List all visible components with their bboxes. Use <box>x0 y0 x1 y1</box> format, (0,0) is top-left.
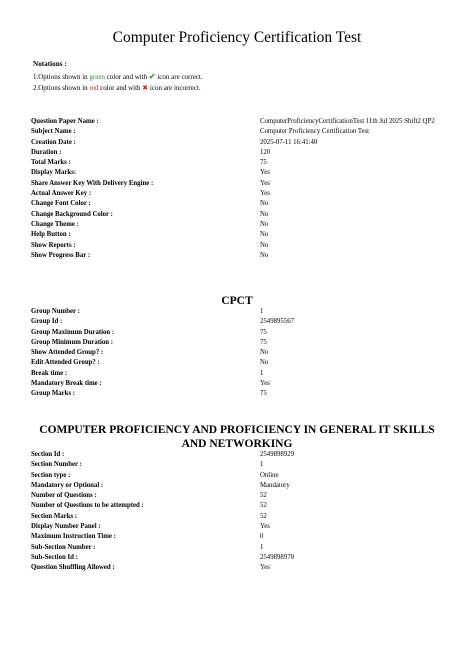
table-row <box>31 553 450 563</box>
green-word: green <box>89 73 105 81</box>
field-label: Change Font Color : <box>31 200 91 208</box>
field-value: ComputerProficiencyCertificationTest 11th Jul 2025 Shift2 QP2 <box>260 118 435 125</box>
field-label: Help Button : <box>31 231 71 239</box>
table-row <box>31 117 450 127</box>
section-title: COMPUTER PROFICIENCY AND PROFICIENCY IN GENERAL IT SKILLS AND NETWORKING <box>39 424 435 450</box>
notation-text: 1.Options shown in <box>33 73 90 81</box>
table-row <box>31 522 450 532</box>
table-row <box>31 307 450 317</box>
field-value: No <box>260 251 269 259</box>
table-row <box>31 532 450 542</box>
field-value: 75 <box>260 159 267 167</box>
field-label: Question Shuffling Allowed : <box>31 564 115 572</box>
field-value: 52 <box>260 492 267 500</box>
table-row <box>31 460 450 470</box>
field-label: Sub-Section Id : <box>31 553 78 561</box>
field-value: Yes <box>260 380 270 388</box>
paper-info-table <box>31 117 450 261</box>
field-label: Group Minimum Duration : <box>31 338 114 346</box>
notation-incorrect <box>33 84 201 92</box>
field-value: No <box>260 210 269 218</box>
field-label: Group Marks : <box>31 390 76 398</box>
field-label: Change Background Color : <box>31 210 113 218</box>
table-row <box>31 220 450 230</box>
field-value: No <box>260 231 269 239</box>
table-row <box>31 251 450 261</box>
field-value: Yes <box>260 190 270 198</box>
table-row <box>31 481 450 491</box>
field-label: Creation Date : <box>31 138 76 146</box>
table-row <box>31 338 450 348</box>
field-label: Duration : <box>31 148 62 156</box>
field-label: Section Number : <box>31 461 82 469</box>
notations-heading: Notations : <box>33 60 67 68</box>
field-value: 75 <box>260 328 267 336</box>
field-label: Change Theme : <box>31 220 79 228</box>
field-label: Share Answer Key With Delivery Engine : <box>31 179 154 187</box>
table-row <box>31 127 450 137</box>
table-row <box>31 179 450 189</box>
field-value: 2549895567 <box>260 318 294 326</box>
field-label: Sub-Section Number : <box>31 543 96 551</box>
table-row <box>31 210 450 220</box>
field-label: Question Paper Name : <box>31 118 99 125</box>
field-label: Show Reports : <box>31 241 76 249</box>
field-label: Section Marks : <box>31 512 78 520</box>
field-value: No <box>260 241 269 249</box>
field-label: Number of Questions : <box>31 492 97 500</box>
field-value: 0 <box>260 533 264 541</box>
field-label: Show Progress Bar : <box>31 251 91 259</box>
field-value: No <box>260 349 269 357</box>
field-label: Display Number Panel : <box>31 523 101 531</box>
table-row <box>31 189 450 199</box>
field-value: 52 <box>260 502 267 510</box>
field-label: Actual Answer Key : <box>31 190 92 198</box>
group-title: CPCT <box>221 295 253 307</box>
field-value: 1 <box>260 369 264 377</box>
field-value: Yes <box>260 564 270 572</box>
field-value: Online <box>260 471 279 479</box>
field-value: 1 <box>260 308 264 315</box>
table-row <box>31 512 450 522</box>
field-value: No <box>260 200 269 208</box>
table-row <box>31 389 450 399</box>
table-row <box>31 358 450 368</box>
page-title: Computer Proficiency Certification Test <box>112 29 362 46</box>
field-label: Number of Questions to be attempted : <box>31 502 144 510</box>
notation-text: icon are incorrect. <box>148 84 201 92</box>
field-label: Break time : <box>31 369 68 377</box>
field-value: 75 <box>260 338 267 346</box>
field-value: 52 <box>260 512 267 520</box>
field-value: No <box>260 359 269 367</box>
field-label: Display Marks: <box>31 169 77 177</box>
table-row <box>31 148 450 158</box>
field-label: Section type : <box>31 471 71 479</box>
table-row <box>31 317 450 327</box>
red-word: red <box>89 84 99 92</box>
field-label: Mandatory or Optional : <box>31 481 104 489</box>
field-value: Yes <box>260 169 270 177</box>
table-row <box>31 491 450 501</box>
field-value: Computer Proficiency Certification Test <box>260 128 370 136</box>
field-value: 2025-07-11 16:41:40 <box>260 138 318 146</box>
notation-text: color and with <box>98 84 143 92</box>
field-value: 2549898929 <box>260 451 294 458</box>
field-value: Yes <box>260 179 270 187</box>
field-label: Edit Attended Group? : <box>31 359 100 367</box>
field-label: Group Id : <box>31 318 63 326</box>
field-label: Mandatory Break time : <box>31 380 102 388</box>
table-row <box>31 328 450 338</box>
field-value: No <box>260 220 269 228</box>
table-row <box>31 348 450 358</box>
field-value: 120 <box>260 148 271 156</box>
notation-text: 2.Options shown in <box>33 84 90 92</box>
field-value: 75 <box>260 390 267 398</box>
table-row <box>31 230 450 240</box>
field-label: Section Id : <box>31 451 65 458</box>
table-row <box>31 379 450 389</box>
field-value: Yes <box>260 523 270 531</box>
table-row <box>31 501 450 511</box>
field-value: Mandatory <box>260 481 290 489</box>
field-value: 1 <box>260 543 264 551</box>
table-row <box>31 199 450 209</box>
field-label: Show Attended Group? : <box>31 349 104 357</box>
check-icon: ✔ <box>148 72 156 81</box>
section-info-table <box>31 450 450 574</box>
field-value: 1 <box>260 461 264 469</box>
field-label: Subject Name : <box>31 128 76 136</box>
cross-icon: ✖ <box>142 84 149 92</box>
notation-correct <box>33 72 203 81</box>
field-label: Maximum Instruction Time : <box>31 533 116 541</box>
table-row <box>31 471 450 481</box>
table-row <box>31 450 450 460</box>
field-value: 2549898970 <box>260 553 294 561</box>
table-row <box>31 138 450 148</box>
group-info-table <box>31 307 450 400</box>
field-label: Group Maximum Duration : <box>31 328 115 336</box>
table-row <box>31 563 450 573</box>
notation-text: color and with <box>104 73 149 81</box>
field-label: Total Marks : <box>31 159 71 167</box>
table-row <box>31 158 450 168</box>
table-row <box>31 543 450 553</box>
table-row <box>31 168 450 178</box>
notation-text: icon are correct. <box>155 73 203 81</box>
table-row <box>31 369 450 379</box>
field-label: Group Number : <box>31 308 80 315</box>
table-row <box>31 241 450 251</box>
